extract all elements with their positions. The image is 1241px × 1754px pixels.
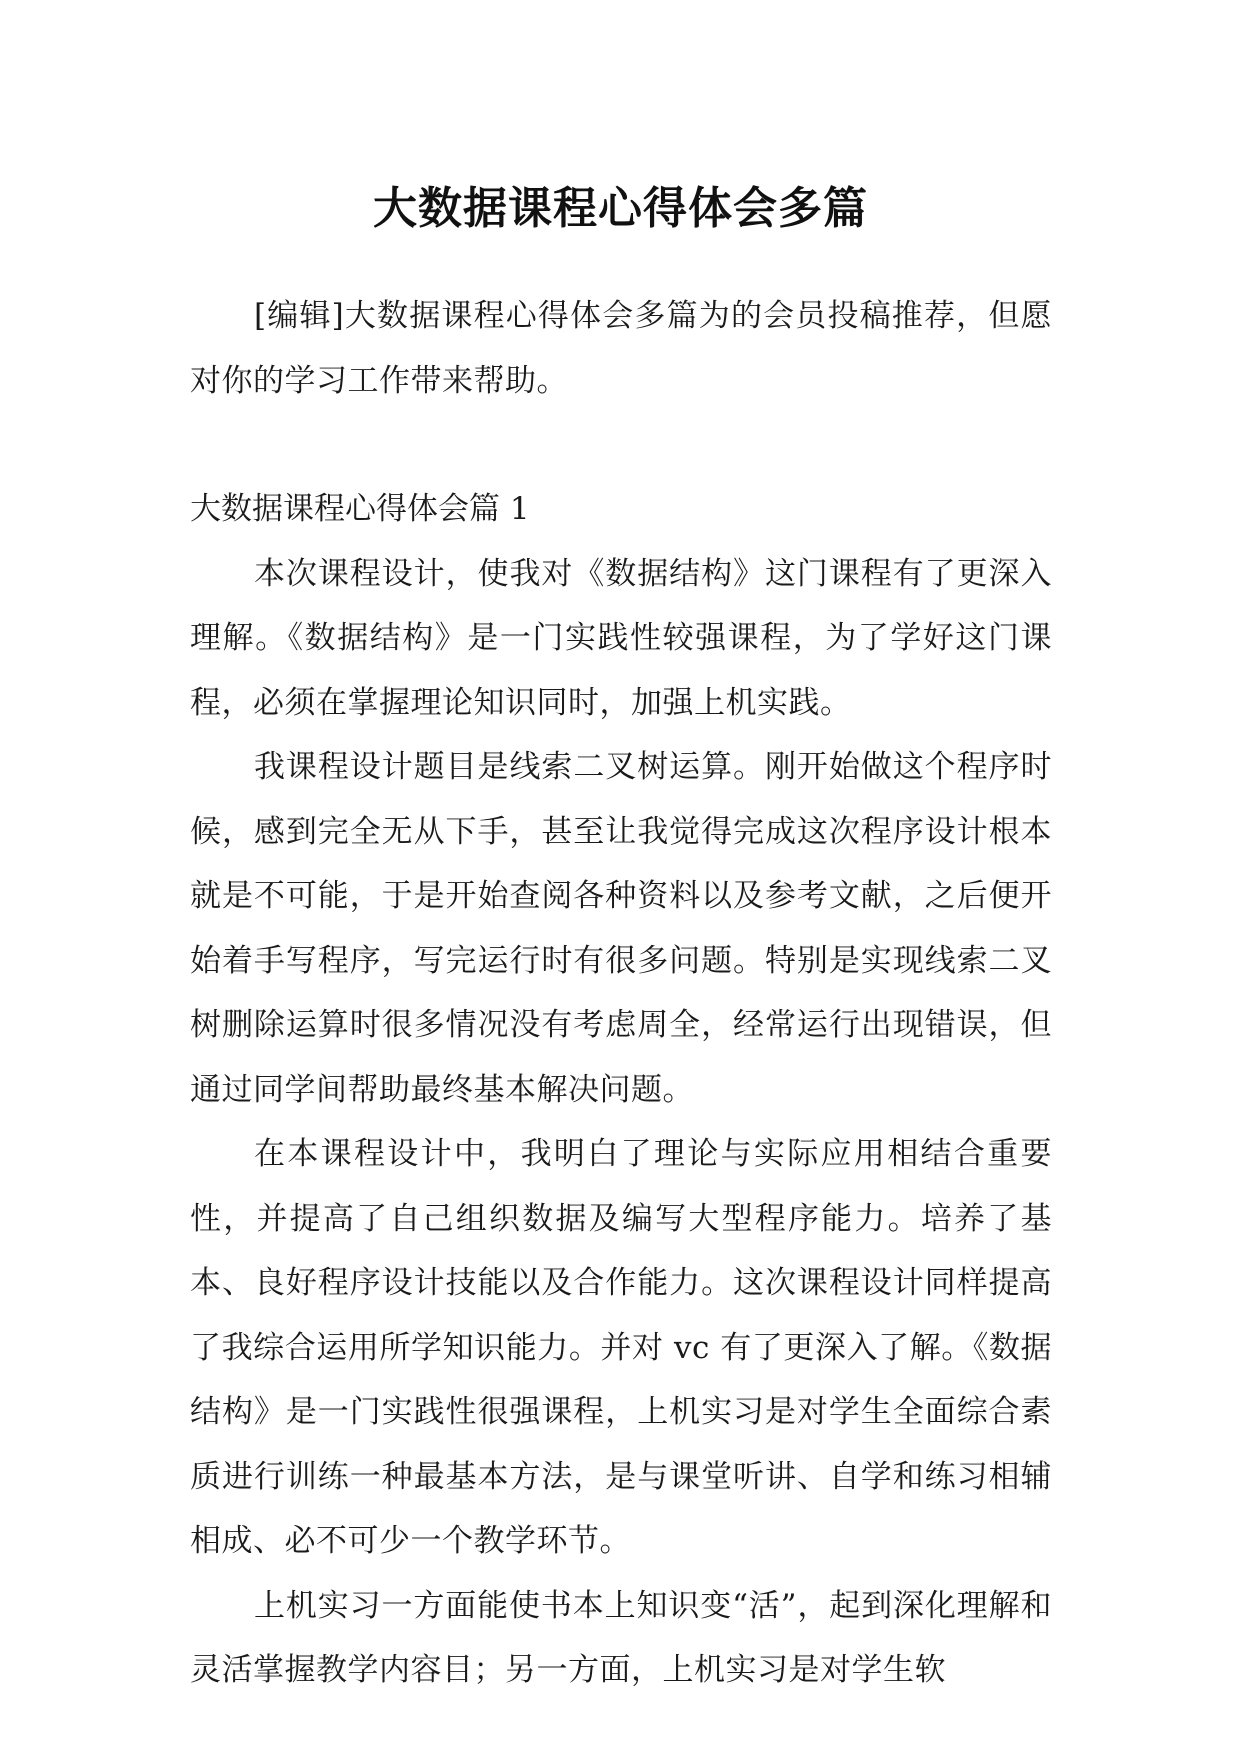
body-paragraph-1: 本次课程设计，使我对《数据结构》这门课程有了更深入理解。《数据结构》是一门实践性较强课程，为了学好这门课程，必须在掌握理论知识同时，加强上机实践。 (190, 555, 1052, 721)
body-paragraph-2: 我课程设计题目是线索二叉树运算。刚开始做这个程序时候，感到完全无从下手，甚至让我觉得完成这次程序设计根本就是不可能，于是开始查阅各种资料以及参考文献，之后便开始着手写程序，写完运行时有很多问题。特别是实现线索二叉树删除运算时很多情况没有考虑周全，经常运行出现错误，但通过同学间帮助最终基本解决问题。 (190, 749, 1052, 1108)
body-paragraph-4: 上机实习一方面能使书本上知识变“活”，起到深化理解和灵活掌握教学内容目；另一方面，上机实习是对学生软 (190, 1587, 1052, 1688)
body-paragraph-3: 在本课程设计中，我明白了理论与实际应用相结合重要性，并提高了自己组织数据及编写大型程序能力。培养了基本、良好程序设计技能以及合作能力。这次课程设计同样提高了我综合运用所学知识能力。并对 vc 有了更深入了解。《数据结构》是一门实践性很强课程，上机实习是对学生全面综合素质进行训练一种最基本方法，是与课堂听讲、自学和练习相辅相成、必不可少一个教学环节。 (190, 1136, 1052, 1559)
intro-paragraph: [编辑]大数据课程心得体会多篇为的会员投稿推荐，但愿对你的学习工作带来帮助。 (190, 298, 1052, 399)
document-body (190, 284, 1052, 1703)
document-title: 大数据课程心得体会多篇 (373, 183, 868, 235)
section-heading: 大数据课程心得体会篇 1 (190, 491, 530, 527)
